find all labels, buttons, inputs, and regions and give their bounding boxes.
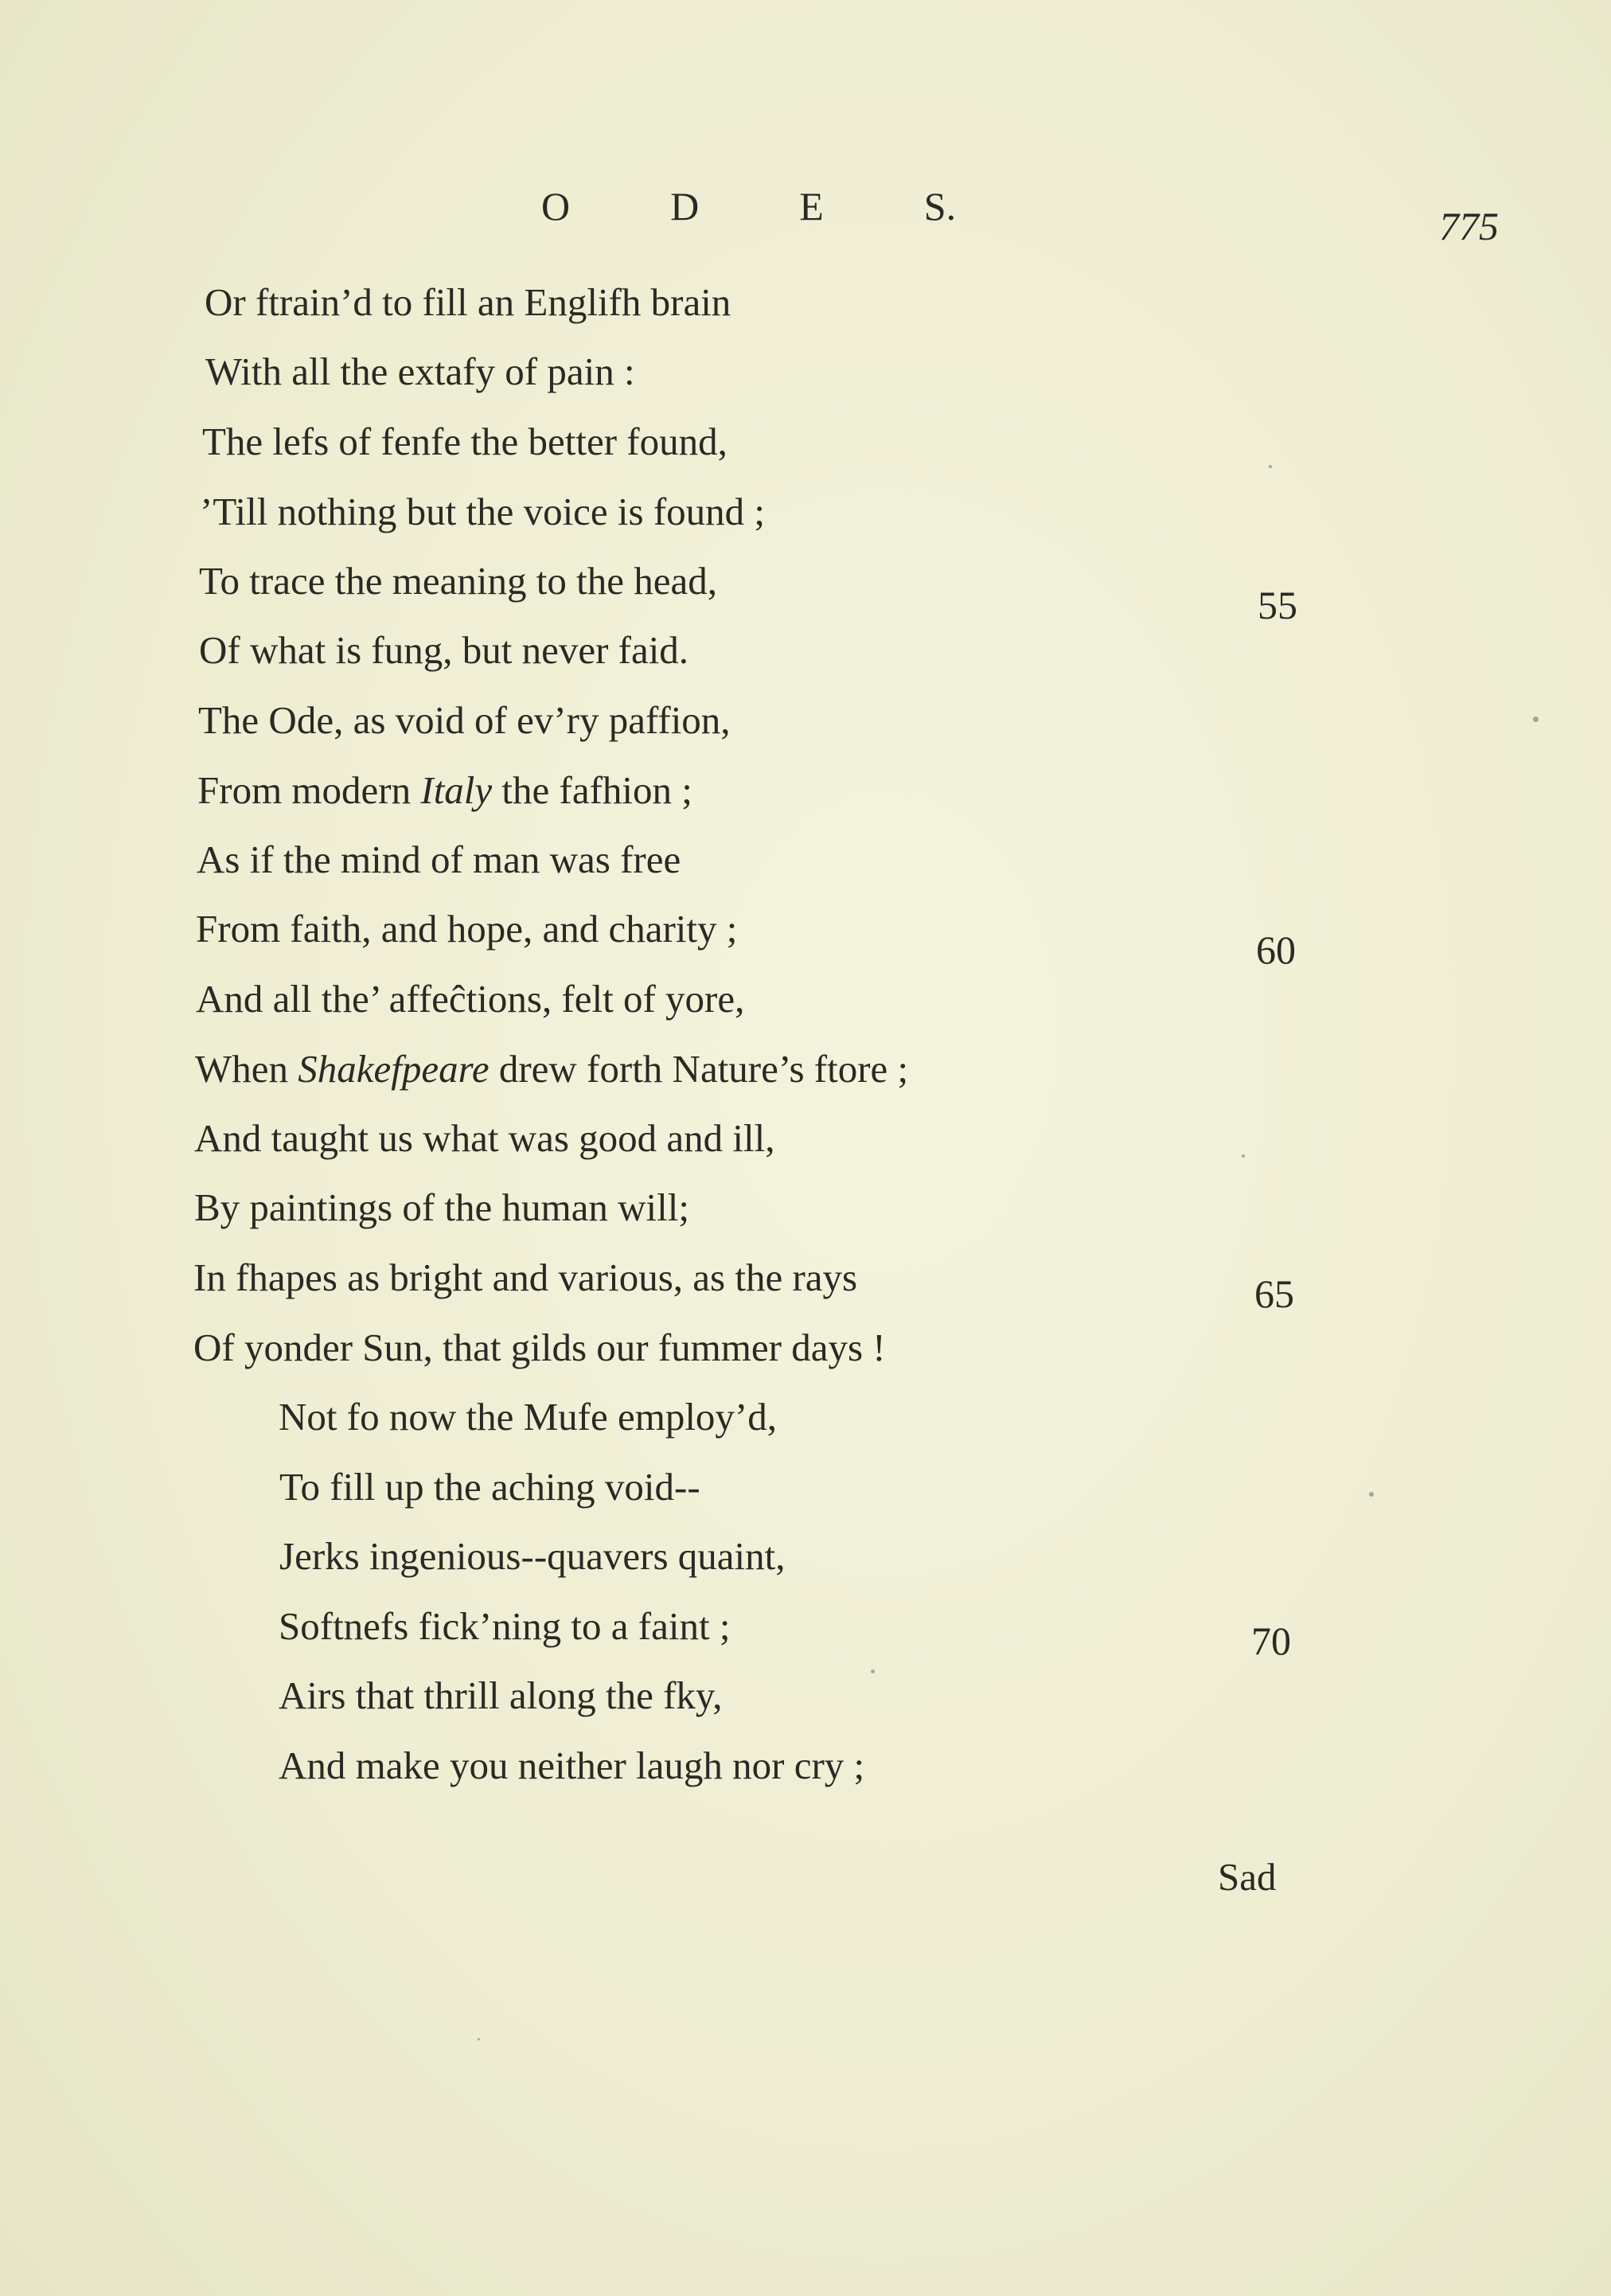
paper-speck [1242, 1154, 1245, 1158]
verse-line [196, 907, 738, 951]
verse-text: And all the’ affeĉtions, felt of yore, [196, 977, 745, 1021]
paper-speck [1369, 1492, 1374, 1497]
italic-text: Italy [420, 768, 493, 812]
verse-text: drew forth Nature’s ftore ; [489, 1047, 909, 1091]
verse-text: By paintings of the human will; [194, 1185, 689, 1229]
verse-line [200, 492, 765, 531]
paper-speck [871, 1669, 875, 1673]
running-title [541, 183, 956, 229]
running-title-letter: D [670, 184, 700, 228]
line-number: 55 [1258, 583, 1297, 627]
line-number: 65 [1254, 1271, 1294, 1316]
verse-text: When [195, 1047, 298, 1091]
verse-text: With all the extafy of pain : [205, 349, 635, 393]
running-title-letter: O [541, 184, 571, 228]
verse-line [194, 1185, 689, 1229]
verse-text: And taught us what was good and ill, [194, 1116, 775, 1160]
verse-line [193, 1255, 858, 1299]
paper-speck [478, 2038, 480, 2040]
verse-line [279, 1673, 723, 1717]
verse-text: As if the mind of man was free [197, 838, 681, 881]
verse-text: The Ode, as void of ev’ry paffion, [198, 698, 731, 742]
verse-text: In fhapes as bright and various, as the rays [193, 1255, 858, 1299]
verse-line [193, 1328, 886, 1367]
verse-line [279, 1465, 700, 1509]
verse-line [279, 1743, 865, 1787]
paper-speck [1269, 465, 1272, 468]
running-title-letter: E [799, 184, 824, 228]
verse-line [199, 628, 689, 672]
verse-line [199, 559, 717, 603]
verse-text: the fafhion ; [492, 768, 692, 812]
verse-line [279, 1604, 731, 1648]
verse-text: Not fo now the Mufe employ’d, [279, 1395, 777, 1439]
page-number: 775 [1439, 204, 1499, 248]
verse-text: Softnefs fick’ning to a faint ; [279, 1604, 731, 1648]
verse-line [195, 1047, 909, 1091]
verse-line [197, 840, 681, 879]
verse-line [194, 1116, 775, 1160]
running-title-letter: S. [923, 184, 957, 228]
verse-line [279, 1395, 777, 1439]
verse-line [279, 1534, 786, 1578]
verse-text: Jerks ingenious--quavers quaint, [279, 1534, 786, 1578]
verse-line [197, 768, 692, 812]
paper-speck [1533, 717, 1539, 722]
line-number: 60 [1256, 927, 1296, 972]
verse-line [196, 977, 745, 1021]
verse-text: Of what is fung, but never faid. [199, 628, 689, 672]
catchword: Sad [1218, 1855, 1277, 1899]
verse-text: ’Till nothing but the voice is found ; [200, 490, 766, 533]
verse-text: And make you neither laugh nor cry ; [279, 1743, 865, 1787]
verse-line [205, 280, 731, 324]
verse-text: From modern [197, 768, 421, 812]
verse-text: Of yonder Sun, that gilds our fummer days ! [193, 1326, 886, 1369]
verse-text: Airs that thrill along the fky, [279, 1673, 723, 1717]
verse-line [198, 698, 731, 742]
verse-text: From faith, and hope, and charity ; [196, 907, 738, 951]
verse-text: To fill up the aching void-- [279, 1465, 700, 1509]
verse-line [202, 422, 727, 461]
line-number: 70 [1251, 1619, 1291, 1663]
verse-text: The lefs of fenfe the better found, [202, 420, 727, 463]
verse-text: To trace the meaning to the head, [199, 559, 717, 603]
verse-text: Or ftrain’d to fill an Englifh brain [205, 280, 731, 324]
italic-text: Shakefpeare [298, 1047, 490, 1091]
verse-line [205, 349, 635, 393]
